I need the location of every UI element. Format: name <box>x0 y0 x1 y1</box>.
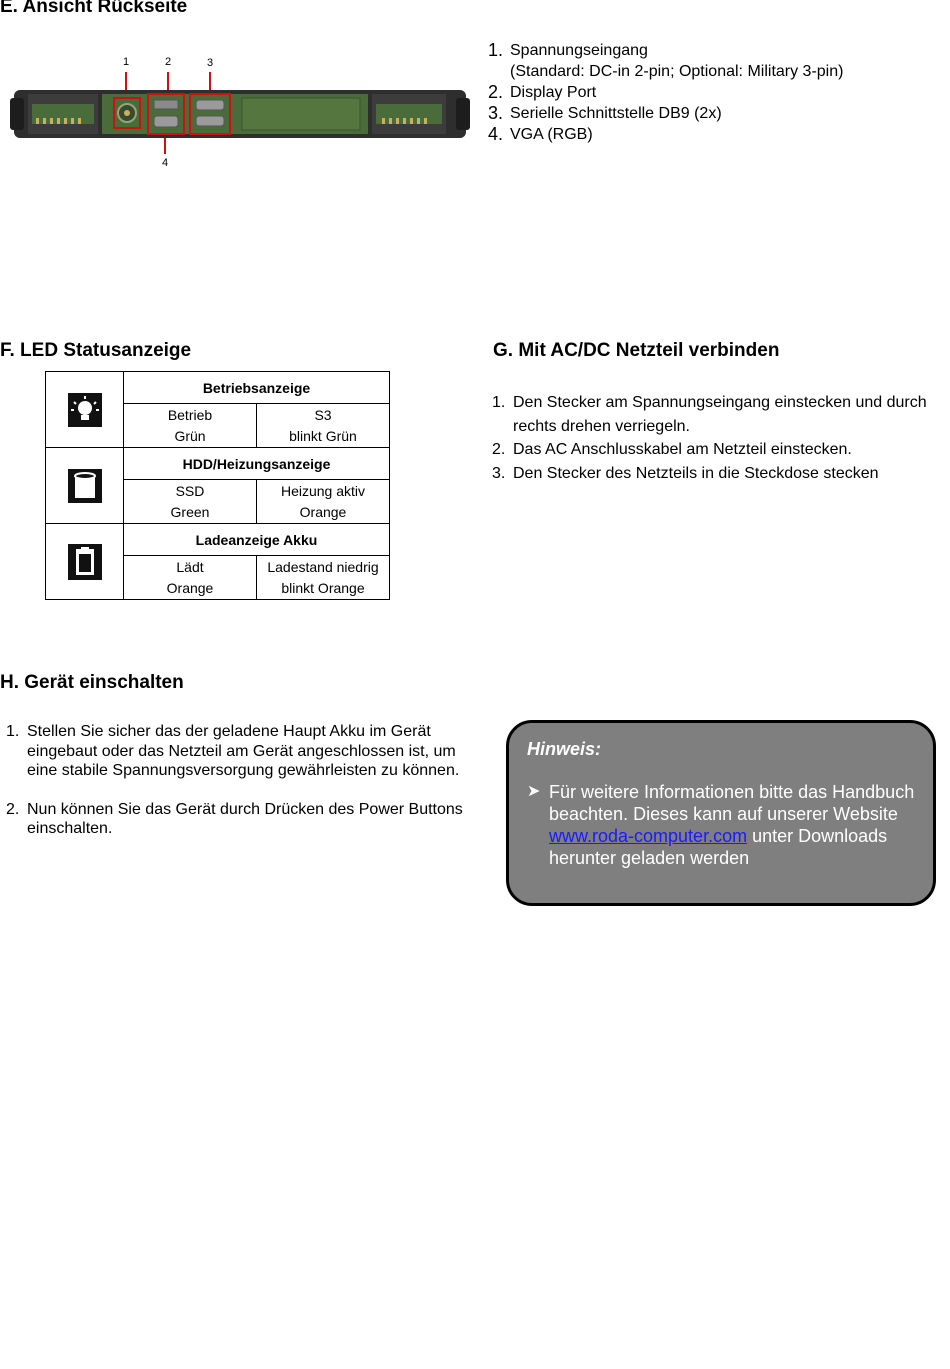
website-link[interactable]: www.roda-computer.com <box>549 826 748 846</box>
led-cell <box>257 480 390 524</box>
led-cell <box>124 404 257 448</box>
item-text: Spannungseingang (Standard: DC-in 2-pin; Optional: Military 3-pin) <box>510 42 844 80</box>
callout-1: 1 <box>123 56 130 68</box>
callout-4: 4 <box>162 157 169 169</box>
item-number: 3. <box>488 103 504 123</box>
list-item <box>488 82 843 103</box>
list-item <box>488 124 843 145</box>
section-g-title: G. Mit AC/DC Netzteil verbinden <box>493 340 780 361</box>
note-body <box>527 781 927 869</box>
list-item <box>492 438 950 462</box>
light-bulb-icon <box>46 393 123 427</box>
item-text: Den Stecker am Spannungseingang einstecken und durch rechts drehen verriegeln. <box>513 394 927 435</box>
led-group-header: Betriebsanzeige <box>124 372 390 404</box>
callout-3: 3 <box>207 57 214 69</box>
item-text: Nun können Sie das Gerät durch Drücken des Power Buttons einschalten. <box>27 800 463 837</box>
note-text-before: Für weitere Informationen bitte das Handbuch beachten. Dieses kann auf unserer Website <box>549 782 915 824</box>
led-color: blinkt Grün <box>289 427 357 444</box>
led-color: Grün <box>174 427 206 444</box>
led-state: S3 <box>314 406 332 423</box>
led-state: SSD <box>175 482 205 499</box>
section-e-title: E. Ansicht Rückseite <box>0 0 188 17</box>
list-item <box>6 722 466 781</box>
led-color: Orange <box>166 579 214 596</box>
item-number: 3. <box>492 464 506 482</box>
led-status-table <box>45 371 390 600</box>
led-group-header: HDD/Heizungsanzeige <box>124 448 390 480</box>
led-state: Betrieb <box>167 406 213 423</box>
item-number: 2. <box>6 800 20 818</box>
item-number: 1. <box>488 40 504 60</box>
section-h-title: H. Gerät einschalten <box>0 672 184 693</box>
section-f-title: F. LED Statusanzeige <box>0 340 192 361</box>
item-text: Das AC Anschlusskabel am Netzteil einstecken. <box>513 441 852 458</box>
led-state: Ladestand niedrig <box>267 558 379 575</box>
item-text: VGA (RGB) <box>510 126 593 143</box>
battery-icon <box>46 544 123 580</box>
item-number: 2. <box>488 82 504 102</box>
led-state: Lädt <box>176 558 204 575</box>
led-color: blinkt Orange <box>281 579 365 596</box>
note-box <box>506 720 936 906</box>
note-text-after: unter Downloads herunter geladen werden <box>549 826 888 868</box>
item-number: 1. <box>6 723 20 740</box>
led-color: Orange <box>299 503 347 520</box>
led-cell <box>124 480 257 524</box>
callout-2: 2 <box>165 56 172 68</box>
list-item <box>492 462 950 486</box>
item-text: Serielle Schnittstelle DB9 (2x) <box>510 105 722 122</box>
item-text: Stellen Sie sicher das der geladene Haupt Akku im Gerät eingebaut oder das Netzteil am Gerät angeschlossen ist, um eine stabile Spannungsversorgung gewährleisten zu können. <box>27 723 460 779</box>
power-connect-steps <box>492 391 950 485</box>
led-cell <box>257 404 390 448</box>
list-item <box>492 391 950 438</box>
note-title: Hinweis: <box>527 739 602 759</box>
list-item <box>6 800 466 839</box>
led-state: Heizung aktiv <box>280 482 366 499</box>
arrow-bullet-icon: ➤ <box>527 783 541 800</box>
note-text <box>549 781 927 869</box>
led-color: Green <box>170 503 210 520</box>
led-cell <box>257 556 390 600</box>
item-number: 1. <box>492 394 506 411</box>
item-text: Display Port <box>510 84 597 101</box>
item-number: 2. <box>492 441 506 458</box>
device-rear-view-image <box>10 70 470 160</box>
power-on-steps <box>6 722 466 858</box>
list-item <box>488 103 843 124</box>
item-number: 4. <box>488 124 504 144</box>
rear-ports-list <box>488 40 843 145</box>
drive-icon <box>46 469 123 503</box>
list-item <box>488 40 843 82</box>
led-cell <box>124 556 257 600</box>
item-text: Den Stecker des Netzteils in die Steckdose stecken <box>513 464 879 482</box>
led-group-header: Ladeanzeige Akku <box>124 524 390 556</box>
